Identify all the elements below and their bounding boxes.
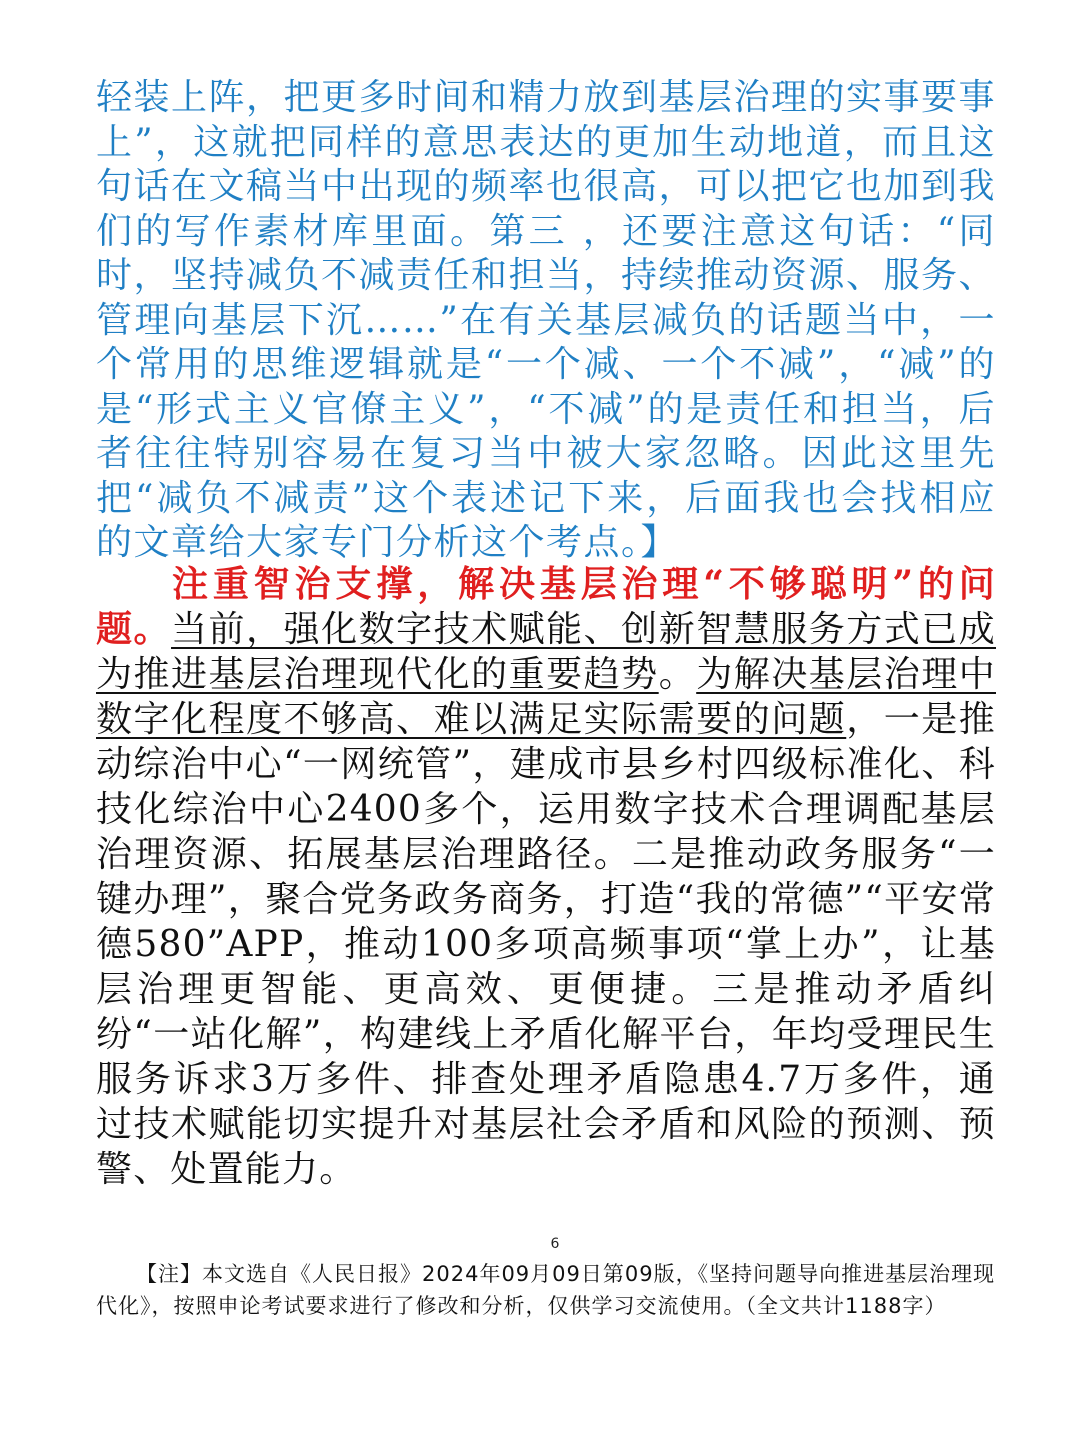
source-footnote: 【注】本文选自《人民日报》2024年09月09日第09版，《坚持问题导向推进基层治理现代化》，按照申论考试要求进行了修改和分析，仅供学习交流使用。（全文共计1188字）	[96, 1262, 996, 1318]
section-heading: 注重智治支撑，解决基层治理“不够聪明”的问题。	[96, 563, 996, 650]
page-number: 6	[550, 1236, 560, 1252]
section-body: ，一是推动综治中心“一网统管”，建成市县乡村四级标准化、科技化综治中心2400多个，运用数字技术合理调配基层治理资源、拓展基层治理路径。二是推动政务服务“一键办理”，聚合党务政务商务，打造“我的常德”“平安常德580”APP，推动100多项高频事项“掌上办”，让基层治理更智能、更高效、更便捷。三是推动矛盾纠纷“一站化解”，构建线上矛盾化解平台，年均受理民生服务诉求3万多件、排查处理矛盾隐患4.7万多件，通过技术赋能切实提升对基层社会矛盾和风险的预测、预警、处置能力。	[96, 699, 996, 1190]
underlined-sentence-1: 当前，强化数字技术赋能、创新智慧服务方式已成为推进基层治理现代化的重要趋势	[96, 609, 996, 695]
sentence-end: 。	[658, 654, 697, 695]
underlined-sentence-2: 为解决基层治理中数字化程度不够高、难以满足实际需要的问题	[96, 654, 996, 740]
section-paragraph	[96, 562, 996, 1192]
analysis-paragraph: 轻装上阵，把更多时间和精力放到基层治理的实事要事上”，这就把同样的意思表达的更加生动地道，而且这句话在文稿当中出现的频率也很高，可以把它也加到我们的写作素材库里面。第三 ，还要注意这句话：“同时，坚持减负不减责任和担当，持续推动资源、服务、管理向基层下沉……”在有关基层减负的话题当中，一个常用的思维逻辑就是“一个减、一个不减”，“减”的是“形式主义官僚主义”，“不减”的是责任和担当，后者往往特别容易在复习当中被大家忽略。因此这里先把“减负不减责”这个表述记下来，后面我也会找相应的文章给大家专门分析这个考点。】	[96, 77, 997, 563]
